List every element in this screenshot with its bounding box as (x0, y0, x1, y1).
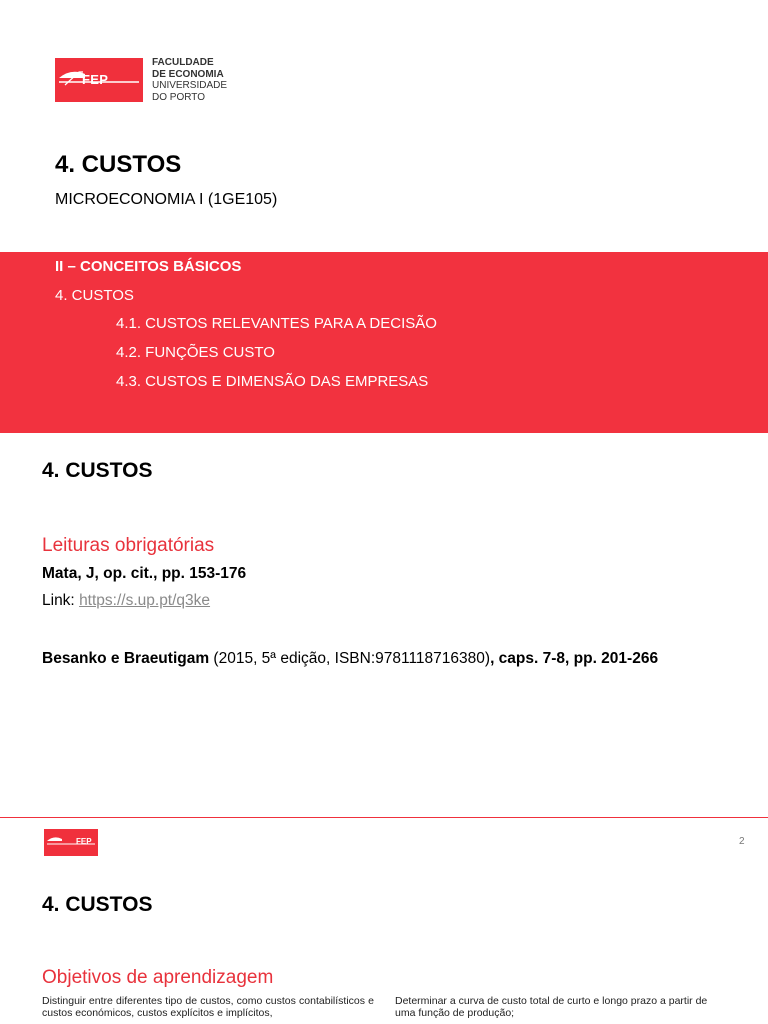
reference-1: Mata, J, op. cit., pp. 153-176 (42, 565, 247, 582)
outline-item-2: 4.2. FUNÇÕES CUSTO (116, 344, 275, 361)
institution-line-2: DE ECONOMIA (152, 68, 224, 80)
footer-logo-text: FEP (76, 837, 92, 846)
outline-section: II – CONCEITOS BÁSICOS (55, 258, 242, 275)
logo-fep-text: FEP (82, 72, 109, 87)
reference-2-authors: Besanko e Braeutigam (42, 650, 210, 667)
link-line (42, 592, 210, 610)
readings-link[interactable]: https://s.up.pt/q3ke (79, 592, 211, 609)
reference-2-pages: , caps. 7-8, pp. 201-266 (490, 650, 659, 667)
institution-line-4: DO PORTO (152, 91, 205, 103)
course-subtitle: MICROECONOMIA I (1GE105) (55, 191, 278, 208)
outline-band (0, 252, 768, 433)
institution-line-3: UNIVERSIDADE (152, 80, 228, 91)
slide-separator (0, 817, 768, 818)
link-label: Link: (42, 592, 80, 609)
institution-name (152, 57, 227, 103)
outline-item-1: 4.1. CUSTOS RELEVANTES PARA A DECISÃO (116, 315, 437, 332)
slide-3-title: 4. CUSTOS (42, 893, 153, 916)
slide-2-title: 4. CUSTOS (42, 459, 153, 482)
reference-2-edition: (2015, 5ª edição, ISBN:9781118716380) (209, 650, 491, 667)
outline-item-3: 4.3. CUSTOS E DIMENSÃO DAS EMPRESAS (116, 373, 429, 390)
objectives-right-column: Determinar a curva de custo total de curto e longo prazo a partir de uma função de produção; (395, 995, 708, 1019)
outline-chapter: 4. CUSTOS (55, 287, 134, 304)
slide-title: 4. CUSTOS (55, 151, 182, 178)
objectives-heading: Objetivos de aprendizagem (42, 967, 274, 988)
reference-2 (42, 650, 658, 668)
objectives-left-column: Distinguir entre diferentes tipo de custos, como custos contabilísticos e custos económicos, custos explícitos e implícitos, (42, 995, 374, 1019)
page-number: 2 (739, 836, 745, 847)
readings-heading: Leituras obrigatórias (42, 535, 215, 556)
institution-line-1: FACULDADE (152, 57, 214, 68)
